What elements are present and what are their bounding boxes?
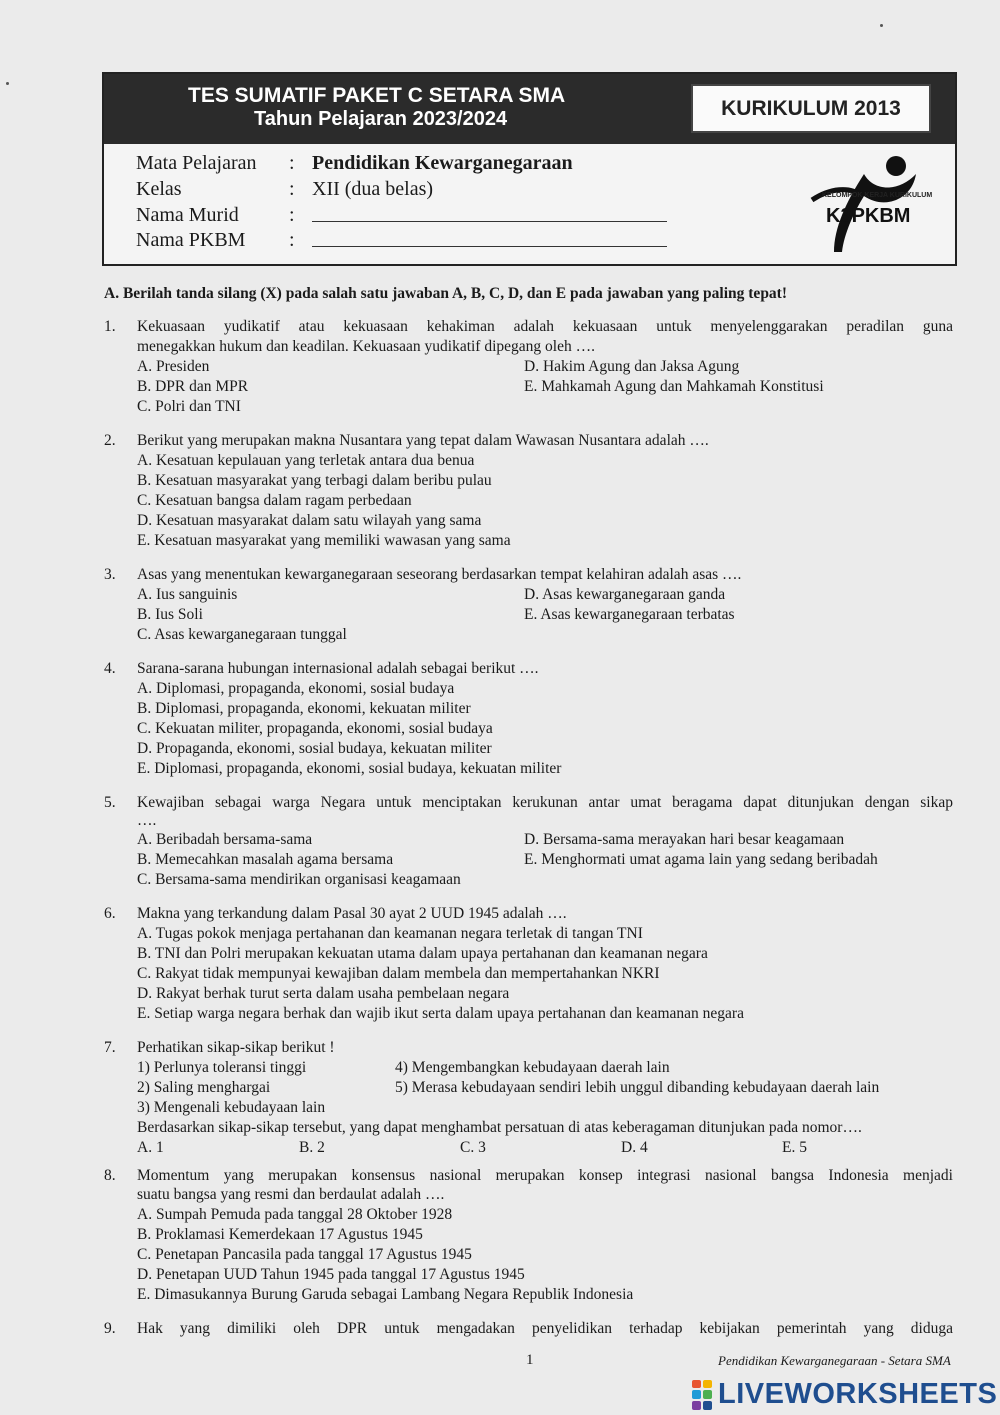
option-c[interactable]: C. Polri dan TNI — [137, 398, 241, 415]
statement-item: 3) Mengenali kebudayaan lain — [137, 1099, 326, 1116]
liveworksheets-logo[interactable] — [692, 1378, 997, 1411]
option-c[interactable]: C. Rakyat tidak mempunyai kewajiban dalam membela dan mempertahankan NKRI — [137, 965, 660, 982]
question-number: 8. — [104, 1167, 116, 1184]
option-a[interactable]: A. Presiden — [137, 358, 210, 375]
question-text: menegakkan hukum dan keadilan. Kekuasaan yudikatif dipegang oleh …. — [137, 338, 595, 355]
option-b[interactable]: B. Kesatuan masyarakat yang terbagi dalam beribu pulau — [137, 472, 492, 489]
option-b[interactable]: B. 2 — [299, 1139, 325, 1156]
footer-title: Pendidikan Kewarganegaraan - Setara SMA — [718, 1353, 951, 1368]
option-a[interactable]: A. Tugas pokok menjaga pertahanan dan keamanan negara terletak di tangan TNI — [137, 925, 643, 942]
option-a[interactable]: A. Kesatuan kepulauan yang terletak antara dua benua — [137, 452, 475, 469]
option-e[interactable]: E. Mahkamah Agung dan Mahkamah Konstitusi — [524, 378, 824, 395]
question-text: Berikut yang merupakan makna Nusantara yang tepat dalam Wawasan Nusantara adalah …. — [137, 432, 709, 449]
logo-text: K3PKBM — [826, 205, 911, 227]
question-text: Kewajiban sebagai warga Negara untuk menciptakan kerukunan antar umat beragama dapat ditunjukan dengan sikap — [137, 794, 953, 811]
question-text: Makna yang terkandung dalam Pasal 30 ayat 2 UUD 1945 adalah …. — [137, 905, 567, 922]
option-b[interactable]: B. DPR dan MPR — [137, 378, 249, 395]
exam-header — [102, 72, 957, 266]
section-instruction: A. Berilah tanda silang (X) pada salah satu jawaban A, B, C, D, dan E pada jawaban yang paling tepat! — [104, 285, 788, 302]
option-e[interactable]: E. Setiap warga negara berhak dan wajib ikut serta dalam upaya pertahanan dan keamanan negara — [137, 1005, 744, 1022]
field-label-pkbm: Nama PKBM — [136, 229, 246, 251]
test-title: TES SUMATIF PAKET C SETARA SMA — [188, 84, 566, 107]
question-number: 4. — [104, 660, 116, 677]
option-e[interactable]: E. Menghormati umat agama lain yang sedang beribadah — [524, 851, 878, 868]
page-number: 1 — [526, 1352, 534, 1368]
question-number: 7. — [104, 1039, 116, 1056]
statement-item: 4) Mengembangkan kebudayaan daerah lain — [395, 1059, 670, 1076]
statement-item: 2) Saling menghargai — [137, 1079, 271, 1096]
question-text: Perhatikan sikap-sikap berikut ! — [137, 1039, 335, 1056]
option-c[interactable]: C. 3 — [460, 1139, 486, 1156]
liveworksheets-icon — [692, 1380, 712, 1410]
question-number: 2. — [104, 432, 116, 449]
field-colon: : — [289, 229, 295, 251]
option-d[interactable]: D. Penetapan UUD Tahun 1945 pada tanggal 17 Agustus 1945 — [137, 1266, 525, 1283]
question-text: …. — [137, 812, 157, 829]
option-b[interactable]: B. TNI dan Polri merupakan kekuatan utama dalam upaya pertahanan dan keamanan negara — [137, 945, 708, 962]
option-e[interactable]: E. Asas kewarganegaraan terbatas — [524, 606, 735, 623]
liveworksheets-text: LIVEWORKSHEETS — [718, 1378, 998, 1410]
question-number: 3. — [104, 566, 116, 583]
option-b[interactable]: B. Memecahkan masalah agama bersama — [137, 851, 394, 868]
option-a[interactable]: A. Sumpah Pemuda pada tanggal 28 Oktober 1928 — [137, 1206, 453, 1223]
field-colon: : — [289, 178, 295, 200]
option-e[interactable]: E. Kesatuan masyarakat yang memiliki wawasan yang sama — [137, 532, 511, 549]
option-b[interactable]: B. Ius Soli — [137, 606, 203, 623]
kurikulum-badge: KURIKULUM 2013 — [691, 84, 931, 133]
option-e[interactable]: E. Diplomasi, propaganda, ekonomi, sosial budaya, kekuatan militer — [137, 760, 562, 777]
option-c[interactable]: C. Kekuatan militer, propaganda, ekonomi, sosial budaya — [137, 720, 493, 737]
logo-caption: KELOMPOK KERJA KURIKULUM — [822, 192, 933, 199]
question-text: suatu bangsa yang resmi dan berdaulat adalah …. — [137, 1186, 445, 1203]
statement-item: 5) Merasa kebudayaan sendiri lebih unggul dibanding kebudayaan daerah lain — [395, 1079, 880, 1096]
question-text: Kekuasaan yudikatif atau kekuasaan kehakiman adalah kekuasaan untuk menyelenggarakan peradilan guna — [137, 318, 953, 335]
field-colon: : — [289, 152, 295, 174]
option-e[interactable]: E. Dimasukannya Burung Garuda sebagai Lambang Negara Republik Indonesia — [137, 1286, 634, 1303]
header-title-bar — [104, 74, 955, 144]
field-value-class: XII (dua belas) — [312, 178, 434, 200]
question-text: Sarana-sarana hubungan internasional adalah sebagai berikut …. — [137, 660, 539, 677]
field-value-subject: Pendidikan Kewarganegaraan — [312, 152, 573, 174]
option-a[interactable]: A. Diplomasi, propaganda, ekonomi, sosial budaya — [137, 680, 455, 697]
question-number: 9. — [104, 1320, 116, 1337]
field-label-student-name: Nama Murid — [136, 204, 239, 226]
option-c[interactable]: C. Asas kewarganegaraan tunggal — [137, 626, 347, 643]
question-number: 6. — [104, 905, 116, 922]
question-number: 5. — [104, 794, 116, 811]
question-text: Berdasarkan sikap-sikap tersebut, yang dapat menghambat persatuan di atas keberagaman ditunjukan pada nomor…. — [137, 1119, 862, 1136]
option-b[interactable]: B. Proklamasi Kemerdekaan 17 Agustus 1945 — [137, 1226, 423, 1243]
student-name-field[interactable] — [312, 221, 667, 222]
field-label-subject: Mata Pelajaran — [136, 152, 257, 174]
statement-item: 1) Perlunya toleransi tinggi — [137, 1059, 307, 1076]
question-text: Momentum yang merupakan konsensus nasional merupakan konsep integrasi nasional bangsa Indonesia menjadi — [137, 1167, 953, 1184]
option-d[interactable]: D. 4 — [621, 1139, 648, 1156]
option-d[interactable]: D. Kesatuan masyarakat dalam satu wilayah yang sama — [137, 512, 482, 529]
field-label-class: Kelas — [136, 178, 182, 200]
option-c[interactable]: C. Bersama-sama mendirikan organisasi keagamaan — [137, 871, 461, 888]
option-b[interactable]: B. Diplomasi, propaganda, ekonomi, kekuatan militer — [137, 700, 471, 717]
field-colon: : — [289, 204, 295, 226]
option-d[interactable]: D. Hakim Agung dan Jaksa Agung — [524, 358, 740, 375]
test-year: Tahun Pelajaran 2023/2024 — [254, 108, 508, 130]
question-number: 1. — [104, 318, 116, 335]
option-e[interactable]: E. 5 — [782, 1139, 807, 1156]
option-d[interactable]: D. Bersama-sama merayakan hari besar keagamaan — [524, 831, 845, 848]
option-d[interactable]: D. Propaganda, ekonomi, sosial budaya, kekuatan militer — [137, 740, 492, 757]
option-a[interactable]: A. Ius sanguinis — [137, 586, 238, 603]
option-a[interactable]: A. 1 — [137, 1139, 164, 1156]
pkbm-name-field[interactable] — [312, 246, 667, 247]
option-a[interactable]: A. Beribadah bersama-sama — [137, 831, 313, 848]
option-d[interactable]: D. Asas kewarganegaraan ganda — [524, 586, 726, 603]
question-text: Asas yang menentukan kewarganegaraan seseorang berdasarkan tempat kelahiran adalah asas …. — [137, 566, 742, 583]
option-c[interactable]: C. Penetapan Pancasila pada tanggal 17 Agustus 1945 — [137, 1246, 472, 1263]
option-c[interactable]: C. Kesatuan bangsa dalam ragam perbedaan — [137, 492, 412, 509]
option-d[interactable]: D. Rakyat berhak turut serta dalam usaha pembelaan negara — [137, 985, 510, 1002]
question-text: Hak yang dimiliki oleh DPR untuk mengadakan penyelidikan terhadap kebijakan pemerintah yang diduga — [137, 1320, 953, 1337]
